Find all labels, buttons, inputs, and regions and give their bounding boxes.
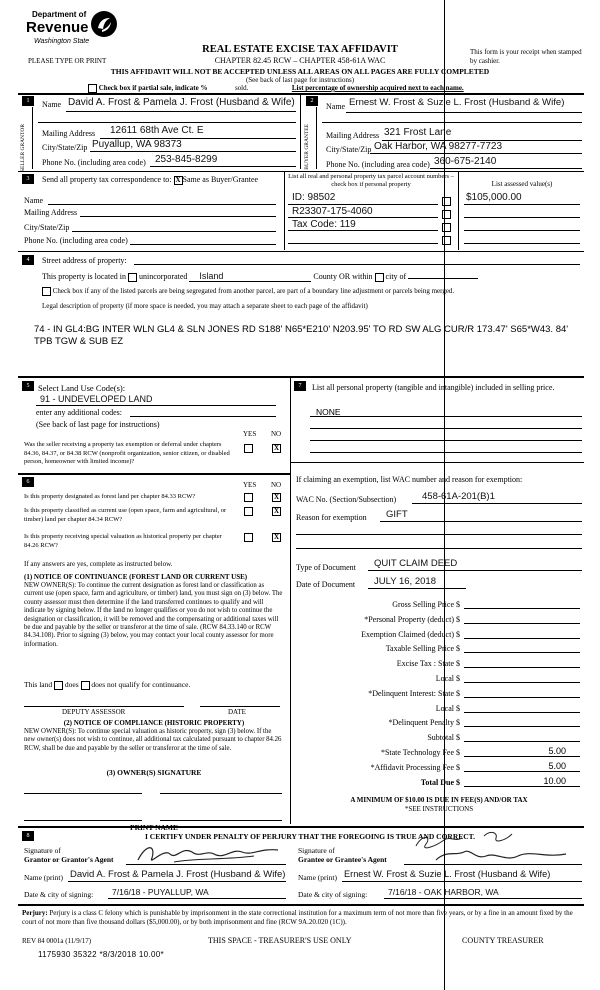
perjury-text: Perjury is a class C felony which is punishable by imprisonment in the state correctional institution for a maximum term of not more than five years, or by a fine in an amount fixed by the court of not more than five thousand dollars ($5,000.00), or by both imprisonment and fine (RCW 9A.20.020 (1C)). bbox=[22, 909, 573, 926]
fee-label: *Affidavit Processing Fee $ bbox=[370, 762, 460, 772]
county-treasurer: COUNTY TREASURER bbox=[462, 936, 544, 945]
fee-value[interactable]: 5.00 bbox=[464, 746, 580, 757]
seller-mailing-label: Mailing Address bbox=[42, 129, 96, 138]
fee-row bbox=[296, 746, 582, 761]
historical-yes-checkbox[interactable] bbox=[244, 533, 253, 542]
s3-city-label: City/State/Zip bbox=[24, 223, 70, 232]
s6-yes-header: YES bbox=[243, 481, 257, 489]
s5-see-back: (See back of last page for instructions) bbox=[36, 420, 160, 429]
grantor-name-label: Name (print) bbox=[24, 873, 63, 882]
fee-row bbox=[296, 731, 582, 746]
seller-side-label: SELLER GRANTOR bbox=[20, 124, 26, 173]
q-forest: Is this property designated as forest land per chapter 84.33 RCW? bbox=[24, 493, 196, 500]
seller-mailing-value[interactable]: 12611 68th Ave Ct. E bbox=[110, 125, 204, 136]
buyer-city-value[interactable]: Oak Harbor, WA 98277-7723 bbox=[374, 141, 503, 152]
buyer-name-label: Name bbox=[326, 102, 346, 111]
parcel-header: List all real and personal property tax parcel account numbers – check box if personal property bbox=[288, 173, 454, 188]
logo-state: Washington State bbox=[34, 38, 90, 45]
section-5-number: 5 bbox=[22, 381, 34, 391]
sold-label: sold. bbox=[234, 84, 249, 93]
this-land-row bbox=[24, 680, 284, 690]
buyer-phone-label: Phone No. (including area code) bbox=[326, 160, 430, 169]
see-back-header: (See back of last page for instructions) bbox=[245, 76, 355, 84]
dor-logo bbox=[22, 8, 122, 52]
forest-yes-checkbox[interactable] bbox=[244, 493, 253, 502]
unincorporated-label: unincorporated bbox=[138, 272, 188, 281]
fee-row bbox=[296, 613, 582, 628]
deputy-date-label: DATE bbox=[228, 708, 246, 716]
doc-date-value[interactable]: JULY 16, 2018 bbox=[374, 576, 436, 587]
same-as-buyer-checkbox[interactable]: X bbox=[175, 175, 181, 184]
grantee-sig-label-2: Grantee or Grantee's Agent bbox=[298, 855, 387, 864]
warning-text: THIS AFFIDAVIT WILL NOT BE ACCEPTED UNLESS ALL AREAS ON ALL PAGES ARE FULLY COMPLETED bbox=[110, 67, 490, 76]
boundary-checkbox[interactable] bbox=[42, 287, 51, 296]
deputy-assessor-label: DEPUTY ASSESSOR bbox=[62, 708, 126, 716]
grantee-sig-label-1: Signature of bbox=[298, 846, 335, 855]
compliance-title: (2) NOTICE OF COMPLIANCE (HISTORIC PROPERTY) bbox=[63, 719, 245, 727]
s6-no-header: NO bbox=[271, 481, 282, 489]
fee-row bbox=[296, 657, 582, 672]
exemption-label: If claiming an exemption, list WAC number and reason for exemption: bbox=[296, 475, 523, 484]
seller-name-label: Name bbox=[42, 100, 62, 109]
s5-no-header: NO bbox=[271, 430, 282, 438]
additional-codes-label: enter any additional codes: bbox=[36, 408, 122, 417]
parcel-2[interactable]: R23307-175-4060 bbox=[292, 206, 373, 217]
seller-phone-label: Phone No. (including area code) bbox=[42, 158, 146, 167]
perjury-label: Perjury: bbox=[22, 909, 48, 917]
seller-phone-value[interactable]: 253-845-8299 bbox=[155, 154, 218, 165]
section-6-number: 6 bbox=[22, 477, 34, 487]
perjury-text-block bbox=[22, 909, 582, 927]
continuance-title: (1) NOTICE OF CONTINUANCE (FOREST LAND OR CURRENT USE) bbox=[24, 573, 248, 581]
q-historical: Is this property receiving special valuation as historical property per chapter 84.26 RCW? bbox=[24, 533, 222, 549]
form-chapter: CHAPTER 82.45 RCW – CHAPTER 458-61A WAC bbox=[214, 56, 386, 65]
fee-value[interactable] bbox=[464, 613, 580, 624]
s5-yes-header: YES bbox=[243, 430, 257, 438]
grantee-name-label: Name (print) bbox=[298, 873, 337, 882]
section-4-number: 4 bbox=[22, 255, 34, 265]
grantor-date-label: Date & city of signing: bbox=[24, 890, 94, 899]
receipt-stamp: 1175930 35322 *8/3/2018 10.00* bbox=[38, 950, 164, 959]
fee-value[interactable] bbox=[464, 702, 580, 713]
seller-name-value[interactable]: David A. Frost & Pamela J. Frost (Husband & Wife) bbox=[68, 97, 295, 108]
boundary-row bbox=[42, 287, 582, 296]
fee-label: Taxable Selling Price $ bbox=[385, 644, 460, 654]
does-label: does bbox=[64, 680, 79, 689]
wac-label: WAC No. (Section/Subsection) bbox=[296, 495, 397, 504]
fee-row bbox=[296, 702, 582, 717]
if-yes-note: If any answers are yes, complete as instructed below. bbox=[24, 560, 173, 568]
grantee-signature[interactable] bbox=[406, 826, 576, 866]
logo-swirl-icon bbox=[90, 10, 118, 38]
fee-label: Subtotal $ bbox=[427, 733, 460, 743]
reason-label: Reason for exemption bbox=[296, 513, 367, 522]
fee-row bbox=[296, 716, 582, 731]
qualify-label: qualify for continuance. bbox=[118, 680, 191, 689]
this-land-label: This land bbox=[24, 680, 53, 689]
grantor-date-value[interactable]: 7/16/18 - PUYALLUP, WA bbox=[112, 887, 209, 897]
land-use-label: Select Land Use Code(s): bbox=[38, 383, 126, 393]
compliance-text: NEW OWNER(S): To continue special valuation as historic property, sign (3) below. If the new owner(s) does not wish to continue, all additional tax calculated pursuant to chapter 84.26 RCW, shall be due and payable by the seller or transferor at the time of sale. bbox=[24, 728, 282, 752]
section-1-number: 1 bbox=[22, 96, 34, 106]
seller-city-value[interactable]: Puyallup, WA 98373 bbox=[92, 139, 182, 150]
fee-row bbox=[296, 642, 582, 657]
unincorporated-checkbox[interactable] bbox=[128, 273, 137, 282]
fee-label: Local $ bbox=[435, 703, 460, 713]
fee-value[interactable]: 10.00 bbox=[464, 776, 580, 787]
doc-type-label: Type of Document bbox=[296, 563, 356, 572]
legal-label: Legal description of property (if more space is needed, you may attach a separate sheet to each page of the affidavit) bbox=[42, 302, 368, 310]
fee-value[interactable] bbox=[464, 657, 580, 668]
fold-line bbox=[444, 0, 445, 990]
grantor-sig-label-1: Signature of bbox=[24, 846, 61, 855]
s3-name-label: Name bbox=[24, 196, 44, 205]
buyer-name-value[interactable]: Ernest W. Frost & Suzie L. Frost (Husband & Wife) bbox=[349, 97, 565, 108]
logo-dept: Department of bbox=[32, 10, 87, 19]
owner-signature-label: (3) OWNER(S) SIGNATURE bbox=[106, 768, 202, 777]
grantee-date-value[interactable]: 7/16/18 - OAK HARBOR, WA bbox=[388, 887, 499, 897]
fee-label: Local $ bbox=[435, 674, 460, 683]
does-not-checkbox[interactable] bbox=[81, 681, 90, 690]
buyer-side-label: BUYER GRANTEE bbox=[304, 124, 310, 170]
city-of-label: city of bbox=[385, 272, 407, 281]
section-8-number: 8 bbox=[22, 831, 34, 841]
wac-value[interactable]: 458-61A-201(B)1 bbox=[422, 491, 495, 502]
fee-value[interactable] bbox=[464, 687, 580, 698]
grantee-date-label: Date & city of signing: bbox=[298, 890, 368, 899]
personal-property-label: List all personal property (tangible and intangible) included in selling price. bbox=[312, 383, 555, 392]
partial-sale-checkbox[interactable] bbox=[88, 84, 97, 93]
fee-row bbox=[296, 672, 582, 687]
fee-label: *Personal Property (deduct) $ bbox=[364, 614, 460, 624]
fee-row bbox=[296, 628, 582, 643]
legal-description[interactable]: 74 - IN GL4:BG INTER WLN GL4 & SLN JONES RD S188' N65*E210' N203.95' TO RD SW ALG CUR/R 173.47' S65*W43. 84' TPB TGW & SUB EZ bbox=[34, 324, 569, 347]
doc-type-value[interactable]: QUIT CLAIM DEED bbox=[374, 558, 458, 569]
forest-no-checkbox[interactable]: X bbox=[273, 493, 280, 501]
county-label: County OR within bbox=[313, 272, 373, 281]
fee-value[interactable] bbox=[464, 731, 580, 742]
s3-phone-label: Phone No. (including area code) bbox=[24, 236, 128, 245]
doc-date-label: Date of Document bbox=[296, 580, 356, 589]
buyer-phone-value[interactable]: 360-675-2140 bbox=[434, 156, 497, 167]
historical-no-checkbox[interactable]: X bbox=[273, 533, 280, 541]
send-correspondence-row bbox=[42, 175, 282, 185]
fee-value[interactable] bbox=[464, 642, 580, 653]
fee-label: Excise Tax : State $ bbox=[396, 659, 460, 669]
s5-yes-checkbox[interactable] bbox=[244, 444, 253, 453]
fee-value[interactable] bbox=[464, 716, 580, 727]
fee-label: Total Due $ bbox=[420, 777, 460, 787]
section-7-number: 7 bbox=[294, 381, 306, 391]
partial-sale-label: Check box if partial sale, indicate % bbox=[98, 84, 208, 93]
grantee-name-value[interactable]: Ernest W. Frost & Suzie L. Frost (Husband & Wife) bbox=[344, 869, 551, 879]
continuance-text: NEW OWNER(S): To continue the current designation as forest land or classification as current use (open space, farm and agriculture, or timber) land, you must sign on (3) below. The county assessor must then determine if the land transferred continues to qualify and will indicate by signing below. If the land no longer qualifies or you do not wish to continue the designation or classification, it will be removed and the compensating or additional taxes will be due and payable by the seller or transferor at the time of sale. (RCW 84.33.140 or RCW 84.34.108). Prior to signing (3) below, you may contact your local county assessor for more information. bbox=[24, 582, 283, 648]
fee-label: Exemption Claimed (deduct) $ bbox=[361, 629, 460, 639]
parcel-3[interactable]: Tax Code: 119 bbox=[292, 219, 356, 230]
buyer-mailing-label: Mailing Address bbox=[326, 131, 380, 140]
please-type: PLEASE TYPE OR PRINT bbox=[28, 57, 107, 65]
does-checkbox[interactable] bbox=[54, 681, 63, 690]
current-use-yes-checkbox[interactable] bbox=[244, 507, 253, 516]
receipt-note: This form is your receipt when stamped by cashier. bbox=[470, 48, 582, 65]
form-title: REAL ESTATE EXCISE TAX AFFIDAVIT bbox=[202, 44, 398, 55]
fee-value[interactable] bbox=[464, 628, 580, 639]
land-use-value[interactable]: 91 - UNDEVELOPED LAND bbox=[40, 394, 153, 404]
exemption-question: Was the seller receiving a property tax exemption or deferral under chapters 84.36, 84.37, or 84.38 RCW (nonprofit organization, senior citizen, or disabled person, homeowner with limited income)? bbox=[24, 441, 230, 465]
within-city-checkbox[interactable] bbox=[375, 273, 384, 282]
grantor-sig-label-2: Grantor or Grantor's Agent bbox=[24, 855, 114, 864]
treasurer-space: THIS SPACE - TREASURER'S USE ONLY bbox=[208, 936, 352, 945]
personal-property-value[interactable]: NONE bbox=[316, 407, 341, 417]
fee-label: *Delinquent Interest: State $ bbox=[368, 688, 460, 698]
current-use-no-checkbox[interactable]: X bbox=[273, 507, 280, 515]
certify-text: I CERTIFY UNDER PENALTY OF PERJURY THAT THE FOREGOING IS TRUE AND CORRECT. bbox=[144, 832, 475, 841]
seller-city-label: City/State/Zip bbox=[42, 143, 88, 152]
minimum-note: A MINIMUM OF $10.00 IS DUE IN FEE(S) AND/OR TAX bbox=[350, 796, 528, 804]
located-row bbox=[42, 271, 562, 282]
see-instructions: *SEE INSTRUCTIONS bbox=[404, 805, 474, 813]
grantee-sig-label bbox=[298, 846, 387, 864]
assessed-value[interactable]: $105,000.00 bbox=[466, 192, 522, 203]
fee-row bbox=[296, 598, 582, 613]
print-name-label: PRINT NAME bbox=[130, 823, 178, 832]
logo-name: Revenue bbox=[26, 19, 89, 36]
fee-row bbox=[296, 776, 582, 791]
section-2-number: 2 bbox=[306, 96, 318, 106]
assessed-header: List assessed value(s) bbox=[491, 180, 553, 188]
county-value[interactable]: Island bbox=[189, 271, 311, 282]
grantor-name-value[interactable]: David A. Frost & Pamela J. Frost (Husband & Wife) bbox=[70, 869, 286, 880]
fee-label: *State Technology Fee $ bbox=[380, 748, 460, 757]
q-current-use: Is this property classified as current use (open space, farm and agricultural, or timber) land per chapter 84.34 RCW? bbox=[24, 507, 227, 523]
boundary-note: Check box if any of the listed parcels are being segregated from another parcel, are part of a boundary line adjustment or parcels being merged. bbox=[52, 287, 455, 296]
send-label: Send all property tax correspondence to: bbox=[42, 175, 172, 184]
fee-label: *Delinquent Penalty $ bbox=[388, 718, 460, 728]
s5-no-checkbox[interactable]: X bbox=[273, 444, 280, 452]
reason-value[interactable]: GIFT bbox=[386, 509, 408, 520]
does-not-label: does not bbox=[91, 680, 117, 689]
fee-row bbox=[296, 761, 582, 776]
fee-value[interactable] bbox=[464, 672, 580, 683]
fee-row bbox=[296, 687, 582, 702]
s3-mailing-label: Mailing Address bbox=[24, 208, 78, 217]
same-as-buyer-label: Same as Buyer/Grantee bbox=[182, 175, 259, 184]
buyer-mailing-value[interactable]: 321 Frost Lane bbox=[384, 127, 452, 138]
section-3-number: 3 bbox=[22, 174, 34, 184]
parcel-1[interactable]: ID: 98502 bbox=[292, 192, 336, 203]
fee-label: Gross Selling Price $ bbox=[392, 600, 460, 609]
list-pct-label: List percentage of ownership acquired next to each name. bbox=[291, 84, 464, 93]
buyer-city-label: City/State/Zip bbox=[326, 145, 372, 154]
partial-sale-row bbox=[88, 84, 568, 93]
grantor-sig-label bbox=[24, 846, 114, 864]
street-label: Street address of property: bbox=[42, 256, 127, 265]
located-label: This property is located in bbox=[42, 272, 126, 281]
fee-value[interactable] bbox=[464, 598, 580, 609]
rev-number: REV 84 0001a (11/9/17) bbox=[22, 937, 92, 945]
fee-value[interactable]: 5.00 bbox=[464, 761, 580, 772]
